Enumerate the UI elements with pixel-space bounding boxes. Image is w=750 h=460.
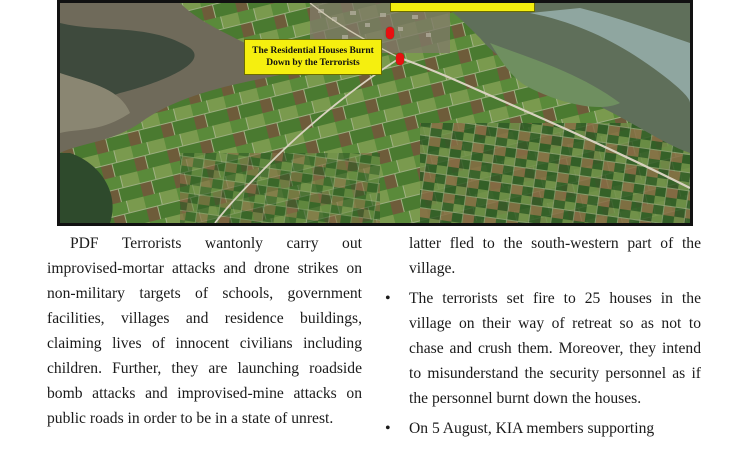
bullet-icon: •: [385, 290, 391, 307]
satellite-image: [57, 0, 693, 226]
aerial-terrain: [60, 3, 690, 223]
bullet-item: [385, 286, 701, 411]
bullet-list: [385, 286, 701, 441]
left-column: [47, 231, 362, 431]
bullet-item: [385, 416, 701, 441]
map-label-burnt-houses: The Residential Houses Burnt Down by the Terrorists: [244, 39, 382, 75]
bullet-icon: •: [385, 420, 391, 437]
continued-paragraph: latter fled to the south-western part of the village.: [409, 235, 701, 277]
bullet-text: The terrorists set fire to 25 houses in the village on their way of retreat so as not to chase and crush them. Moreover, they intend to misunderstand the security personnel as if the personnel burnt down the houses.: [409, 290, 701, 407]
bullet-text: On 5 August, KIA members supporting: [409, 420, 655, 437]
location-pin-marker: [396, 53, 404, 65]
map-label-top: [390, 0, 535, 12]
location-pin-marker: [386, 27, 394, 39]
body-paragraph: PDF Terrorists wantonly carry out improvised-mortar attacks and drone strikes on non-military targets of schools, government facilities, villages and residence buildings, claiming lives of innocent civilians including children. Further, they are launching roadside bomb attacks and improvised-mine attacks on public roads in order to be in a state of unrest.: [47, 235, 362, 427]
right-column: [385, 231, 701, 441]
